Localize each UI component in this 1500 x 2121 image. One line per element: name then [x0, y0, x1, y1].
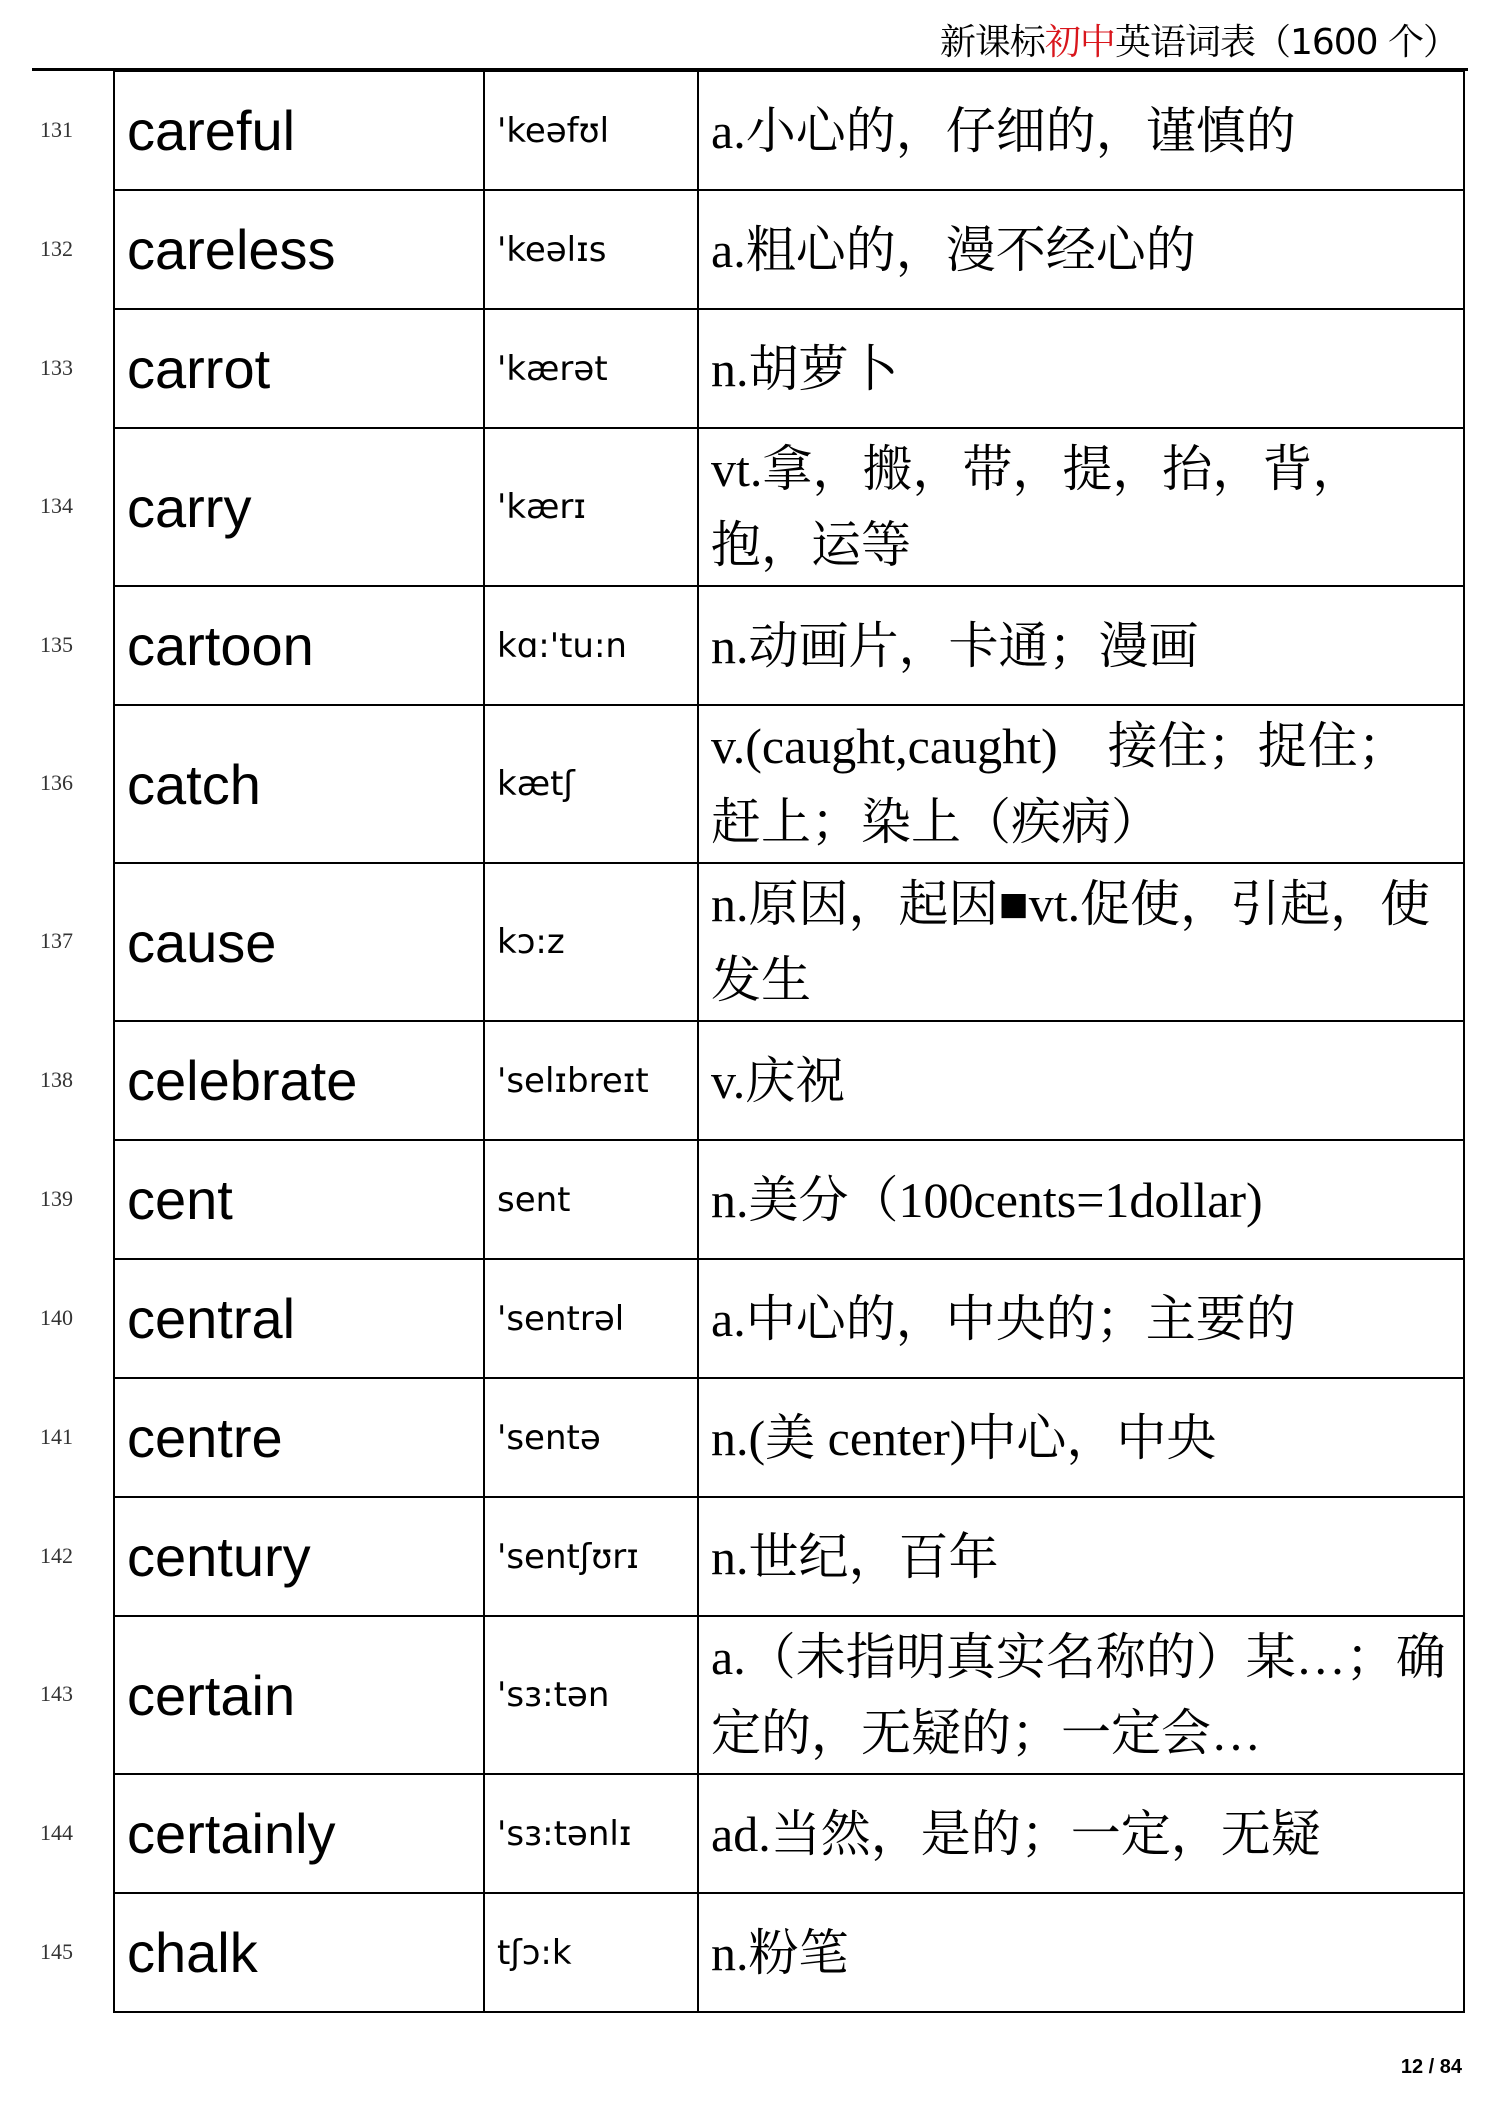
word-cell: carry — [114, 428, 484, 586]
word-cell: central — [114, 1259, 484, 1378]
table-row — [114, 1021, 1464, 1140]
phonetic-cell: tʃɔ:k — [484, 1893, 698, 2012]
word-cell: careless — [114, 190, 484, 309]
word-cell: certain — [114, 1616, 484, 1774]
word-cell: carrot — [114, 309, 484, 428]
table-row — [114, 1616, 1464, 1774]
definition-cell: n.美分（100cents=1dollar) — [698, 1140, 1464, 1259]
row-number: 135 — [40, 631, 73, 657]
definition-cell: n.(美 center)中心，中央 — [698, 1378, 1464, 1497]
page-number: 12 / 84 — [1400, 2056, 1462, 2078]
table-row — [114, 1774, 1464, 1893]
table-row — [114, 863, 1464, 1021]
definition-cell: n.原因，起因■vt.促使，引起，使发生 — [698, 863, 1464, 1021]
word-cell: careful — [114, 71, 484, 190]
definition-cell: v.(caught,caught) 接住；捉住；赶上；染上（疾病） — [698, 705, 1464, 863]
definition-cell: n.胡萝卜 — [698, 309, 1464, 428]
phonetic-cell: 'sentʃʊrɪ — [484, 1497, 698, 1616]
row-number: 143 — [40, 1681, 73, 1706]
row-number: 134 — [40, 493, 73, 518]
definition-cell: ad.当然，是的；一定，无疑 — [698, 1774, 1464, 1893]
word-cell: cause — [114, 863, 484, 1021]
row-number: 131 — [40, 116, 73, 142]
vocabulary-table — [113, 70, 1465, 2013]
table-row — [114, 1259, 1464, 1378]
table-row — [114, 1497, 1464, 1616]
definition-cell: a.中心的，中央的；主要的 — [698, 1259, 1464, 1378]
phonetic-cell: sent — [484, 1140, 698, 1259]
row-number: 145 — [40, 1938, 73, 1964]
phonetic-cell: 'sɜ:tənlɪ — [484, 1774, 698, 1893]
row-number: 137 — [40, 928, 73, 953]
table-row — [114, 309, 1464, 428]
definition-cell: a.（未指明真实名称的）某…；确定的，无疑的；一定会… — [698, 1616, 1464, 1774]
word-cell: catch — [114, 705, 484, 863]
word-cell: cartoon — [114, 586, 484, 705]
definition-cell: vt.拿，搬，带，提，抬，背，抱，运等 — [698, 428, 1464, 586]
phonetic-cell: 'sɜ:tən — [484, 1616, 698, 1774]
word-cell: certainly — [114, 1774, 484, 1893]
word-cell: centre — [114, 1378, 484, 1497]
row-number: 142 — [40, 1542, 73, 1568]
word-cell: chalk — [114, 1893, 484, 2012]
phonetic-cell: 'kærɪ — [484, 428, 698, 586]
row-number: 139 — [40, 1185, 73, 1211]
phonetic-cell: 'kærət — [484, 309, 698, 428]
row-number: 132 — [40, 235, 73, 261]
phonetic-cell: kɔ:z — [484, 863, 698, 1021]
definition-cell: v.庆祝 — [698, 1021, 1464, 1140]
document-title — [940, 14, 1458, 65]
phonetic-cell: 'sentə — [484, 1378, 698, 1497]
title-part: 新课标 — [939, 22, 1045, 63]
table-row — [114, 1378, 1464, 1497]
phonetic-cell: kætʃ — [484, 705, 698, 863]
title-highlight: 初中 — [1044, 22, 1115, 63]
definition-cell: n.粉笔 — [698, 1893, 1464, 2012]
word-cell: cent — [114, 1140, 484, 1259]
definition-cell: a.小心的，仔细的，谨慎的 — [698, 71, 1464, 190]
table-row — [114, 428, 1464, 586]
table-row — [114, 1140, 1464, 1259]
word-cell: celebrate — [114, 1021, 484, 1140]
row-number: 144 — [40, 1819, 73, 1845]
row-number: 133 — [40, 354, 73, 380]
phonetic-cell: 'keəlɪs — [484, 190, 698, 309]
phonetic-cell: 'sentrəl — [484, 1259, 698, 1378]
table-row — [114, 71, 1464, 190]
phonetic-cell: 'keəfʊl — [484, 71, 698, 190]
row-number: 141 — [40, 1423, 73, 1449]
table-row — [114, 190, 1464, 309]
row-number: 138 — [40, 1066, 73, 1092]
row-numbers — [0, 70, 113, 2011]
definition-cell: n.世纪，百年 — [698, 1497, 1464, 1616]
phonetic-cell: 'selɪbreɪt — [484, 1021, 698, 1140]
definition-cell: n.动画片，卡通；漫画 — [698, 586, 1464, 705]
table-row — [114, 705, 1464, 863]
row-number: 136 — [40, 770, 73, 795]
title-part: 英语词表（1600 个） — [1114, 22, 1458, 63]
row-number: 140 — [40, 1304, 73, 1330]
phonetic-cell: kɑ:'tu:n — [484, 586, 698, 705]
word-cell: century — [114, 1497, 484, 1616]
definition-cell: a.粗心的，漫不经心的 — [698, 190, 1464, 309]
table-row — [114, 586, 1464, 705]
table-row — [114, 1893, 1464, 2012]
